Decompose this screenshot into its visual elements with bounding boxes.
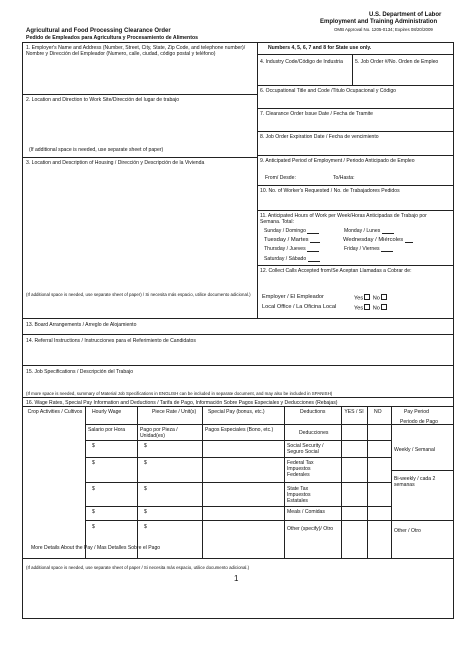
item9-label[interactable]: 9. Anticipated Period of Employment / Periodo Anticipado de Empleo bbox=[260, 158, 415, 164]
divider bbox=[22, 406, 454, 407]
th-special-sub: Pagos Especiales (Bono, etc.) bbox=[205, 427, 274, 433]
th-no: NO bbox=[374, 409, 382, 415]
form-title-es: Pedido de Empleados para Agricultura y Procesamiento de Alimentos bbox=[26, 35, 198, 41]
day-thursday[interactable]: Thursday / Jueves bbox=[264, 246, 319, 252]
divider bbox=[257, 54, 454, 55]
piece-dollar[interactable]: $ bbox=[144, 509, 147, 515]
form-frame bbox=[22, 42, 454, 619]
th-crop: Crop Activities / Cultivos bbox=[27, 409, 83, 415]
divider bbox=[22, 365, 454, 366]
hourly-dollar[interactable]: $ bbox=[92, 443, 95, 449]
hourly-dollar[interactable]: $ bbox=[92, 524, 95, 530]
pay-biweekly[interactable]: Bi-weekly / cada 2 semanas bbox=[394, 476, 436, 488]
column-divider bbox=[257, 42, 258, 318]
divider bbox=[257, 85, 454, 86]
th-piece: Piece Rate / Unit(s) bbox=[152, 409, 197, 415]
table-row-line bbox=[85, 440, 391, 441]
divider bbox=[22, 94, 257, 95]
item8-label[interactable]: 8. Job Order Expiration Date / Fecha de vencimiento bbox=[260, 134, 379, 140]
table-row-line bbox=[85, 520, 391, 521]
divider bbox=[257, 265, 454, 266]
pay-other[interactable]: Other / Otro bbox=[394, 528, 421, 534]
divider bbox=[257, 155, 454, 156]
th-hourly-sub: Salario por Hora bbox=[88, 427, 126, 433]
page-number: 1 bbox=[234, 574, 239, 583]
table-row-line bbox=[391, 470, 454, 471]
item12-label: 12. Collect Calls Accepted from/Se Aceptan Llamadas a Cobrar de: bbox=[260, 268, 412, 274]
item12-local: Local Office / La Oficina Local bbox=[262, 304, 337, 310]
ded-meals: Meals / Comidas bbox=[287, 509, 325, 515]
ded-other: Other (specify)/ Otro bbox=[287, 526, 334, 532]
item3-label[interactable]: 3. Location and Description of Housing / Dirección y Descripción de la Vivienda bbox=[26, 160, 205, 166]
divider bbox=[257, 131, 454, 132]
item14-label[interactable]: 14. Referral Instructions / Instrucciones para el Referimiento de Candidatos bbox=[26, 338, 196, 344]
omb-approval: OMB Approval No. 1205-0134; Expires 08/20/2009 bbox=[334, 27, 433, 32]
day-monday[interactable]: Monday / Lunes bbox=[344, 228, 394, 234]
item12-employer: Employer / El Empleador bbox=[262, 294, 324, 300]
day-friday[interactable]: Friday / Viernes bbox=[344, 246, 393, 252]
pay-weekly[interactable]: Weekly / Semanal bbox=[394, 447, 435, 453]
item3-note: (If additional space is needed, use separate sheet of paper) / Si necesita más espacio, utilice documento adicional.) bbox=[26, 292, 251, 297]
employer-yes-checkbox[interactable]: Yes No bbox=[354, 294, 388, 302]
day-sunday[interactable]: Sunday / Domingo bbox=[264, 228, 319, 234]
ded-state-tax: State Tax Impuestos Estatales bbox=[287, 486, 311, 504]
ded-federal-tax: Federal Tax Impuestos Federales bbox=[287, 460, 314, 478]
item2-label[interactable]: 2. Location and Direction to Work Site/Dirección del lugar de trabajo bbox=[26, 97, 180, 103]
agency-line-2: Employment and Training Administration bbox=[320, 19, 438, 25]
divider bbox=[22, 157, 257, 158]
th-deductions: Deductions bbox=[300, 409, 326, 415]
footer-note: (If additional space is needed, use separate sheet of paper / Si necesita más espacio, utilice documento adicional.) bbox=[26, 565, 250, 570]
hourly-dollar[interactable]: $ bbox=[92, 460, 95, 466]
piece-dollar[interactable]: $ bbox=[144, 460, 147, 466]
item11-label[interactable]: 11. Anticipated Hours of Work per Week/Horas Anticipadas de Trabajo por Semana. Total: bbox=[260, 213, 427, 225]
table-subheader-line bbox=[85, 424, 454, 425]
item2-note: (If additional space is needed, use separate sheet of paper) bbox=[29, 147, 164, 153]
item9-to[interactable]: To/Hasta: bbox=[333, 175, 355, 181]
more-details-label[interactable]: More Details About the Pay / Mas Detalles Sobre el Pago bbox=[31, 545, 161, 551]
item7-label[interactable]: 7. Clearance Order Issue Date / Fecha de Tramite bbox=[260, 111, 373, 117]
divider bbox=[257, 108, 454, 109]
item6-label[interactable]: 6. Occupational Title and Code /Titulo Ocupacional y Código bbox=[260, 88, 397, 94]
item4-label[interactable]: 4. Industry Code/Código de Industria bbox=[260, 59, 343, 65]
piece-dollar[interactable]: $ bbox=[144, 486, 147, 492]
ded-social-security: Social Security / Seguro Social bbox=[287, 443, 324, 455]
table-row-line bbox=[85, 506, 391, 507]
item15-label[interactable]: 15. Job Specifications / Descripción del Trabajo bbox=[26, 369, 134, 375]
hourly-dollar[interactable]: $ bbox=[92, 509, 95, 515]
table-row-line bbox=[391, 520, 454, 521]
day-tuesday[interactable]: Tuesday / Martes bbox=[264, 237, 320, 243]
item15-note: (If more space is needed, summary of Material Job Specifications in ENGLISH can be included in separate document, and may also be included in SPANISH) bbox=[26, 391, 333, 396]
table-row-line bbox=[85, 482, 391, 483]
divider bbox=[352, 54, 353, 85]
piece-dollar[interactable]: $ bbox=[144, 443, 147, 449]
th-special: Special Pay (bonus, etc.) bbox=[208, 409, 265, 415]
table-row-line bbox=[85, 457, 391, 458]
divider bbox=[22, 397, 454, 398]
agency-line-1: U.S. Department of Labor bbox=[369, 12, 442, 18]
table-bottom-line bbox=[22, 558, 454, 559]
item5-label[interactable]: 5. Job Order #/No. Orden de Empleo bbox=[355, 59, 439, 65]
divider bbox=[257, 210, 454, 211]
local-office-checkbox[interactable]: Yes No bbox=[354, 304, 388, 312]
th-yes: YES / SI bbox=[344, 409, 364, 415]
divider bbox=[22, 318, 454, 319]
th-deductions-sub: Deducciones bbox=[299, 430, 329, 436]
th-pay-sub: Periodo de Pago bbox=[400, 419, 438, 425]
day-saturday[interactable]: Saturday / Sábado bbox=[264, 256, 320, 262]
th-piece-sub: Pago por Pieza / Unidad(es) bbox=[140, 427, 178, 439]
form-title-en: Agricultural and Food Processing Clearance Order bbox=[26, 28, 171, 34]
item16-label: 16. Wage Rates, Special Pay Information and Deductions / Tarifa de Pago, Información Sobre Pagos Especiales y Deducciones (Rebajas) bbox=[26, 400, 338, 406]
state-use-note: Numbers 4, 5, 6, 7 and 8 for State use only. bbox=[268, 45, 372, 51]
item9-from[interactable]: From/ Desde: bbox=[265, 175, 296, 181]
th-pay: Pay Period bbox=[404, 409, 429, 415]
item10-label[interactable]: 10. No. of Worker's Requested / No. de Trabajadores Pedidos bbox=[260, 188, 400, 194]
th-hourly: Hourly Wage bbox=[92, 409, 122, 415]
divider bbox=[257, 185, 454, 186]
day-wednesday[interactable]: Wednesday / Miércoles bbox=[343, 237, 413, 243]
item1-label[interactable]: 1. Employer's Name and Address (Number, Street, City, State, Zip Code, and telephone number)/ Nombre y Dirección del Empleador (Numero, calle, ciudad, código postal y teléfono) bbox=[26, 45, 246, 57]
piece-dollar[interactable]: $ bbox=[144, 524, 147, 530]
table-col-line bbox=[391, 406, 392, 558]
hourly-dollar[interactable]: $ bbox=[92, 486, 95, 492]
item13-label[interactable]: 13. Board Arrangements / Arreglo de Alojamiento bbox=[26, 322, 137, 328]
divider bbox=[22, 334, 454, 335]
